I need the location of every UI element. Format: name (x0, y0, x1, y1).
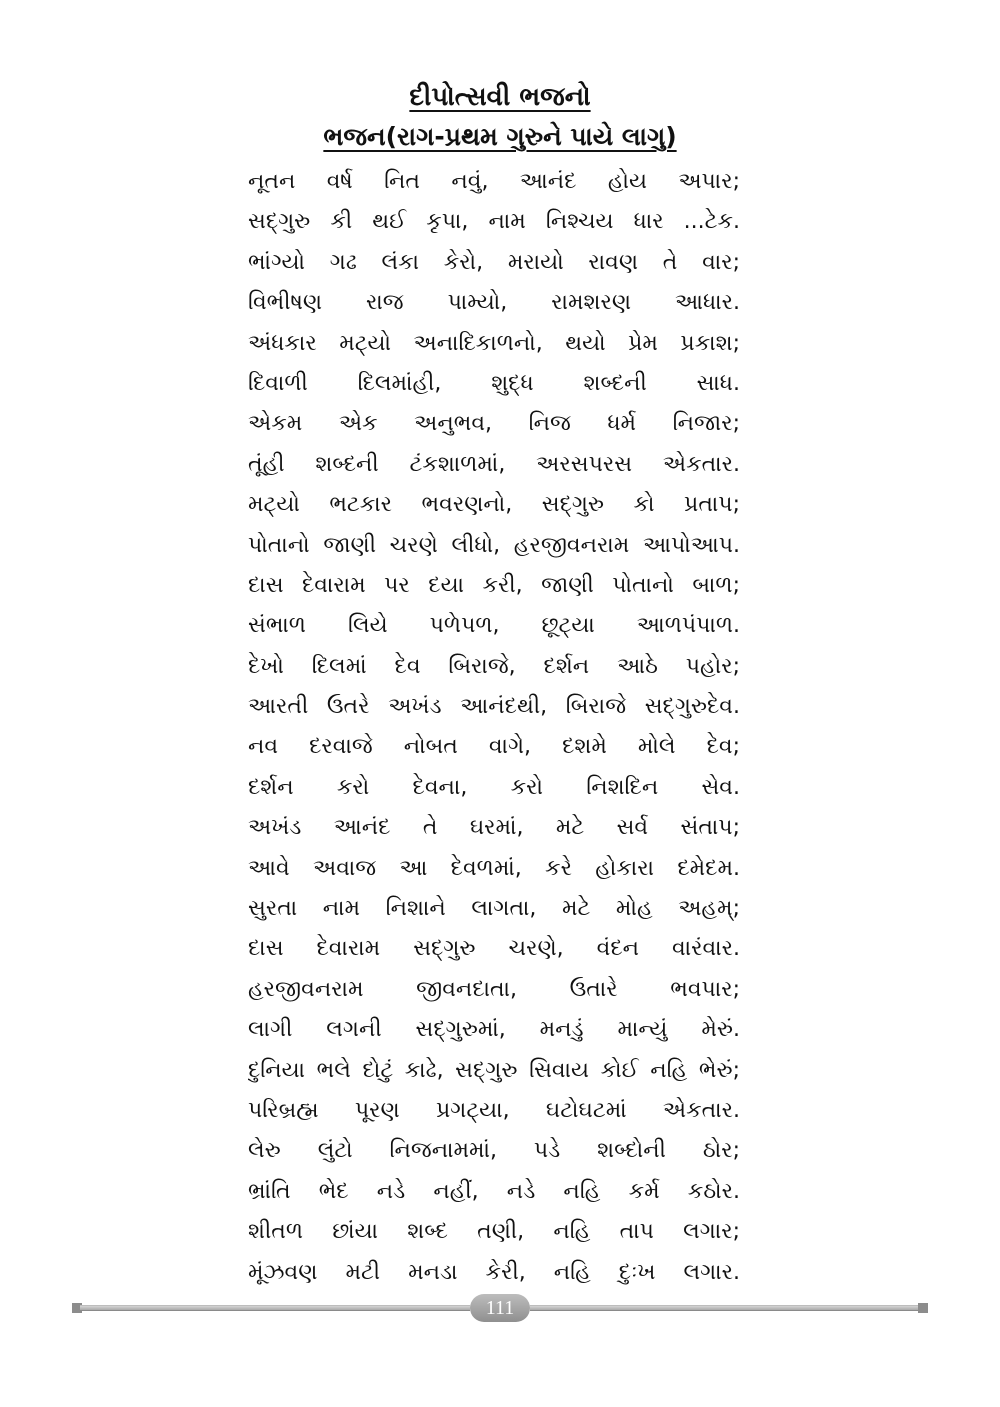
verse-line: દાસ દેવારામ સદ્ગુરુ ચરણે, વંદન વારંવાર. (248, 936, 740, 962)
verse-line: પરિબ્રહ્મ પૂરણ પ્રગટ્યા, ઘટોઘટમાં એકતાર. (248, 1097, 740, 1123)
page-number: 111 (470, 1294, 530, 1322)
footer-left-rule (80, 1305, 470, 1311)
verse-line: દુનિયા ભલે દોટું કાઢે, સદ્ગુરુ સિવાય કોઈ નહિ ભેરું; (248, 1057, 740, 1083)
verse-line: તૂંહી શબ્દની ટંકશાળમાં, અરસપરસ એકતાર. (248, 451, 740, 477)
verse-line: સંભાળ લિયે પળેપળ, છૂટ્યા આળપંપાળ. (248, 613, 740, 639)
verse-line: લાગી લગની સદ્ગુરુમાં, મનડું માન્યું મેરું. (248, 1017, 740, 1043)
bhajan-subtitle: ભજન(રાગ-પ્રથમ ગુરુને પાયે લાગુ) (323, 122, 677, 151)
verse-line: મટ્યો ભટકાર ભવરણનો, સદ્ગુરુ કો પ્રતાપ; (248, 492, 740, 518)
verse-line: દિવાળી દિલમાંહી, શુદ્ધ શબ્દની સાધ. (248, 370, 740, 396)
verse-line: મૂંઝવણ મટી મનડા કેરી, નહિ દુઃખ લગાર. (248, 1259, 740, 1285)
verse-line: દાસ દેવારામ પર દયા કરી, જાણી પોતાનો બાળ; (248, 572, 740, 598)
footer-right-rule (530, 1305, 920, 1311)
verse-line: દેખો દિલમાં દેવ બિરાજે, દર્શન આઠે પહોર; (248, 653, 740, 679)
page-title: દીપોત્સવી ભજનો (409, 82, 591, 112)
verse-line: નવ દરવાજે નોબત વાગે, દશમે મોલે દેવ; (248, 734, 740, 760)
verse-line: પોતાનો જાણી ચરણે લીધો, હરજીવનરામ આપોઆપ. (248, 532, 740, 558)
verse-line: સદ્ગુરુ કી થઈ કૃપા, નામ નિશ્ચય ધાર ...ટેક. (248, 209, 740, 235)
verse-line: એકમ એક અનુભવ, નિજ ધર્મ નિજાર; (248, 411, 740, 437)
verse-line: ભ્રાંતિ ભેદ નડે નહીં, નડે નહિ કર્મ કઠોર. (248, 1178, 740, 1204)
verse-line: આવે અવાજ આ દેવળમાં, કરે હોકારા દમેદમ. (248, 855, 740, 881)
verse-line: લેરુ લુંટો નિજનામમાં, પડે શબ્દોની ઠોર; (248, 1138, 740, 1164)
verse-line: અંધકાર મટ્યો અનાદિકાળનો, થયો પ્રેમ પ્રકાશ; (248, 330, 740, 356)
bhajan-verses (248, 162, 740, 1293)
footer-right-cap (918, 1303, 928, 1313)
verse-line: દર્શન કરો દેવના, કરો નિશદિન સેવ. (248, 774, 740, 800)
verse-line: નૂતન વર્ષ નિત નવું, આનંદ હોય અપાર; (248, 169, 740, 194)
verse-line: શીતળ છાંયા શબ્દ તણી, નહિ તાપ લગાર; (248, 1219, 740, 1245)
verse-line: અખંડ આનંદ તે ઘરમાં, મટે સર્વ સંતાપ; (248, 815, 740, 841)
verse-line: આરતી ઉતરે અખંડ આનંદથી, બિરાજે સદ્ગુરુદેવ. (248, 694, 740, 720)
verse-line: ભાંગ્યો ગઢ લંકા કેરો, મરાયો રાવણ તે વાર; (248, 249, 740, 275)
verse-line: સુરતા નામ નિશાને લાગતા, મટે મોહ અહમ્; (248, 896, 740, 922)
verse-line: વિભીષણ રાજ પામ્યો, રામશરણ આધાર. (248, 290, 740, 316)
verse-line: હરજીવનરામ જીવનદાતા, ઉતારે ભવપાર; (248, 976, 740, 1002)
page-footer (72, 1294, 928, 1322)
